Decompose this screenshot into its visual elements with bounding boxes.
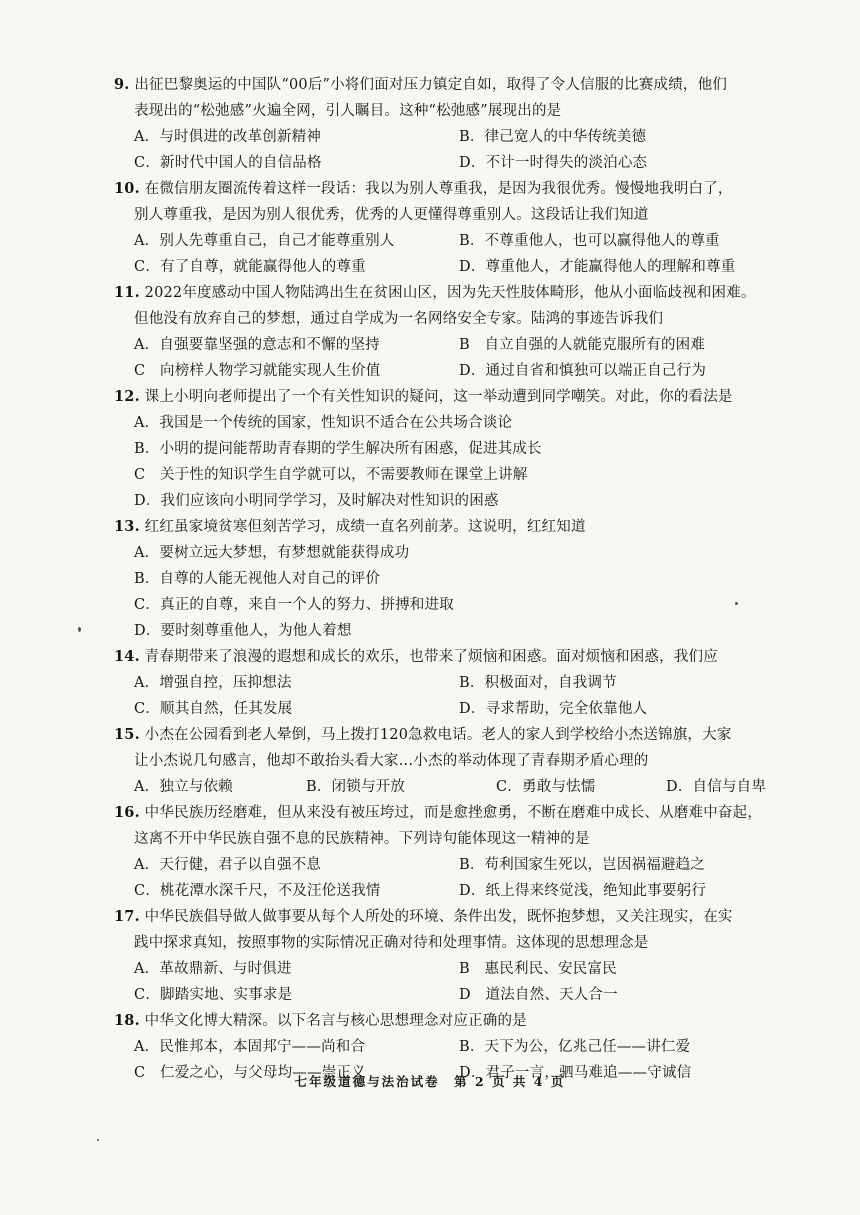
option-row xyxy=(134,124,810,150)
option-list xyxy=(114,124,810,176)
question-15 xyxy=(114,722,810,800)
option-row xyxy=(134,852,810,878)
question-number: 11. xyxy=(114,284,140,301)
option-b: B．小明的提问能帮助青春期的学生解决所有困惑，促进其成长 xyxy=(134,441,542,457)
option-b: B 惠民利民、安民富民 xyxy=(459,961,617,977)
question-text: 但他没有放弃自己的梦想，通过自学成为一名网络安全专家。陆鸿的事迹告诉我们 xyxy=(134,311,664,327)
option-b: B．苟利国家生死以，岂因祸福避趋之 xyxy=(459,857,706,873)
option-b: B．闭锁与开放 xyxy=(306,779,406,795)
option-b: B．律己宽人的中华传统美德 xyxy=(459,129,647,145)
page-footer: 七年级道德与法治试卷 第 2 页 共 4 页 xyxy=(294,1074,566,1089)
option-b: B 自立自强的人就能克服所有的困难 xyxy=(459,337,706,353)
option-a: A．自强要靠坚强的意志和不懈的坚持 xyxy=(134,337,380,353)
option-b: B．不尊重他人，也可以赢得他人的尊重 xyxy=(459,233,720,249)
question-text: 课上小明向老师提出了一个有关性知识的疑问，这一举动遭到同学嘲笑。对此，你的看法是 xyxy=(144,389,733,405)
option-row xyxy=(134,982,810,1008)
question-14 xyxy=(114,644,810,722)
question-number: 14. xyxy=(114,648,140,665)
option-list xyxy=(114,852,810,904)
question-text: 在微信朋友圈流传着这样一段话：我以为别人尊重我，是因为我很优秀。慢慢地我明白了， xyxy=(144,181,733,197)
option-a: A．增强自控，压抑想法 xyxy=(134,675,292,691)
question-text: 小杰在公园看到老人晕倒，马上拨打120急救电话。老人的家人到学校给小杰送锦旗，大家 xyxy=(144,727,732,743)
option-list xyxy=(114,670,810,722)
option-b: B．天下为公，亿兆己任——讲仁爱 xyxy=(459,1039,691,1055)
option-row xyxy=(134,878,810,904)
option-list xyxy=(114,956,810,1008)
question-text: 中华文化博大精深。以下名言与核心思想理念对应正确的是 xyxy=(144,1013,527,1029)
option-a: A．我国是一个传统的国家，性知识不适合在公共场合谈论 xyxy=(134,415,513,431)
question-stem xyxy=(114,800,810,826)
question-list xyxy=(114,72,810,1086)
option-a: A．独立与依赖 xyxy=(134,779,233,795)
question-text: 表现出的“松弛感”火遍全网，引人瞩目。这种“松弛感”展现出的是 xyxy=(134,103,562,119)
question-text: 出征巴黎奥运的中国队“00后”小将们面对压力镇定自如，取得了令人信服的比赛成绩，他们 xyxy=(134,77,728,93)
question-number: 18. xyxy=(114,1012,140,1029)
question-text: 让小杰说几句感言，他却不敢抬头看大家…小杰的举动体现了青春期矛盾心理的 xyxy=(134,753,649,769)
option-b: B．积极面对，自我调节 xyxy=(459,675,617,691)
question-stem xyxy=(114,384,810,410)
scan-speck xyxy=(735,602,738,605)
question-number: 12. xyxy=(114,388,140,405)
question-text: 中华民族倡导做人做事要从每个人所处的环境、条件出发，既怀抱梦想，又关注现实，在实 xyxy=(144,909,733,925)
option-d: D．我们应该向小明同学学习，及时解决对性知识的困惑 xyxy=(134,493,499,509)
option-c: C 向榜样人物学习就能实现人生价值 xyxy=(134,363,381,379)
question-9 xyxy=(114,72,810,176)
question-number: 17. xyxy=(114,908,140,925)
question-stem xyxy=(114,644,810,670)
question-text: 青春期带来了浪漫的遐想和成长的欢乐，也带来了烦恼和困惑。面对烦恼和困惑，我们应 xyxy=(144,649,718,665)
question-number: 9. xyxy=(114,76,130,93)
option-list xyxy=(114,228,810,280)
question-text: 红红虽家境贫寒但刻苦学习，成绩一直名列前茅。这说明，红红知道 xyxy=(144,519,586,535)
option-d: D．通过自省和慎独可以端正自己行为 xyxy=(459,363,707,379)
option-row xyxy=(134,696,810,722)
option-a: A．别人先尊重自己，自己才能尊重别人 xyxy=(134,233,395,249)
option-c: C．脚踏实地、实事求是 xyxy=(134,987,293,1003)
option-d: D．不计一时得失的淡泊心态 xyxy=(459,155,648,171)
option-c: C．勇敢与怯懦 xyxy=(496,779,596,795)
option-row xyxy=(134,1034,810,1060)
option-d: D．自信与自卑 xyxy=(666,779,767,795)
question-text: 践中探求真知，按照事物的实际情况正确对待和处理事情。这体现的思想理念是 xyxy=(134,935,649,951)
option-row xyxy=(134,670,810,696)
question-13 xyxy=(114,514,810,644)
question-stem xyxy=(114,1008,810,1034)
option-d: D．君子一言，驷马难追——守诚信 xyxy=(459,1065,692,1081)
option-c: C 仁爱之心，与父母均——崇正义 xyxy=(134,1065,366,1081)
question-number: 10. xyxy=(114,180,140,197)
option-row xyxy=(134,956,810,982)
option-d: D．尊重他人，才能赢得他人的理解和尊重 xyxy=(459,259,736,275)
option-a: A．天行健，君子以自强不息 xyxy=(134,857,322,873)
option-row xyxy=(134,254,810,280)
option-row xyxy=(134,774,810,800)
option-list xyxy=(114,774,810,800)
question-12 xyxy=(114,384,810,514)
scan-speck xyxy=(78,627,81,632)
option-row xyxy=(134,332,810,358)
scan-speck xyxy=(97,1139,99,1141)
question-text: 这离不开中华民族自强不息的民族精神。下列诗句能体现这一精神的是 xyxy=(134,831,590,847)
option-list xyxy=(114,332,810,384)
option-d: D．寻求帮助，完全依靠他人 xyxy=(459,701,648,717)
question-stem xyxy=(114,72,810,98)
question-stem xyxy=(114,904,810,930)
question-stem xyxy=(114,280,810,306)
option-list xyxy=(114,410,810,514)
option-b: B．自尊的人能无视他人对自己的评价 xyxy=(134,571,381,587)
option-c: C．真正的自尊，来自一个人的努力、拼搏和进取 xyxy=(134,597,454,613)
option-a: A．与时俱进的改革创新精神 xyxy=(134,129,322,145)
question-text: 2022年度感动中国人物陆鸿出生在贫困山区，因为先天性肢体畸形，他从小面临歧视和困难。 xyxy=(144,285,756,301)
question-stem xyxy=(114,722,810,748)
question-number: 16. xyxy=(114,804,140,821)
option-row xyxy=(134,358,810,384)
option-c: C．顺其自然，任其发展 xyxy=(134,701,293,717)
option-d: D．要时刻尊重他人，为他人着想 xyxy=(134,623,352,639)
option-row xyxy=(134,150,810,176)
option-a: A．民惟邦本，本固邦宁——尚和合 xyxy=(134,1039,366,1055)
option-c: C．桃花潭水深千尺，不及汪伦送我情 xyxy=(134,883,381,899)
question-11 xyxy=(114,280,810,384)
question-number: 13. xyxy=(114,518,140,535)
option-a: A．革故鼎新、与时俱进 xyxy=(134,961,292,977)
option-list xyxy=(114,540,810,644)
option-d: D 道法自然、天人合一 xyxy=(459,987,618,1003)
question-17 xyxy=(114,904,810,1008)
option-row xyxy=(134,228,810,254)
question-number: 15. xyxy=(114,726,140,743)
option-c: C 关于性的知识学生自学就可以，不需要教师在课堂上讲解 xyxy=(134,467,528,483)
question-16 xyxy=(114,800,810,904)
question-10 xyxy=(114,176,810,280)
option-c: C．有了自尊，就能赢得他人的尊重 xyxy=(134,259,366,275)
option-d: D．纸上得来终觉浅，绝知此事要躬行 xyxy=(459,883,707,899)
option-c: C．新时代中国人的自信品格 xyxy=(134,155,322,171)
question-text: 别人尊重我，是因为别人很优秀，优秀的人更懂得尊重别人。这段话让我们知道 xyxy=(134,207,649,223)
question-stem xyxy=(114,176,810,202)
question-text: 中华民族历经磨难，但从来没有被压垮过，而是愈挫愈勇，不断在磨难中成长、从磨难中奋起， xyxy=(144,805,763,821)
option-a: A．要树立远大梦想，有梦想就能获得成功 xyxy=(134,545,410,561)
question-stem xyxy=(114,514,810,540)
